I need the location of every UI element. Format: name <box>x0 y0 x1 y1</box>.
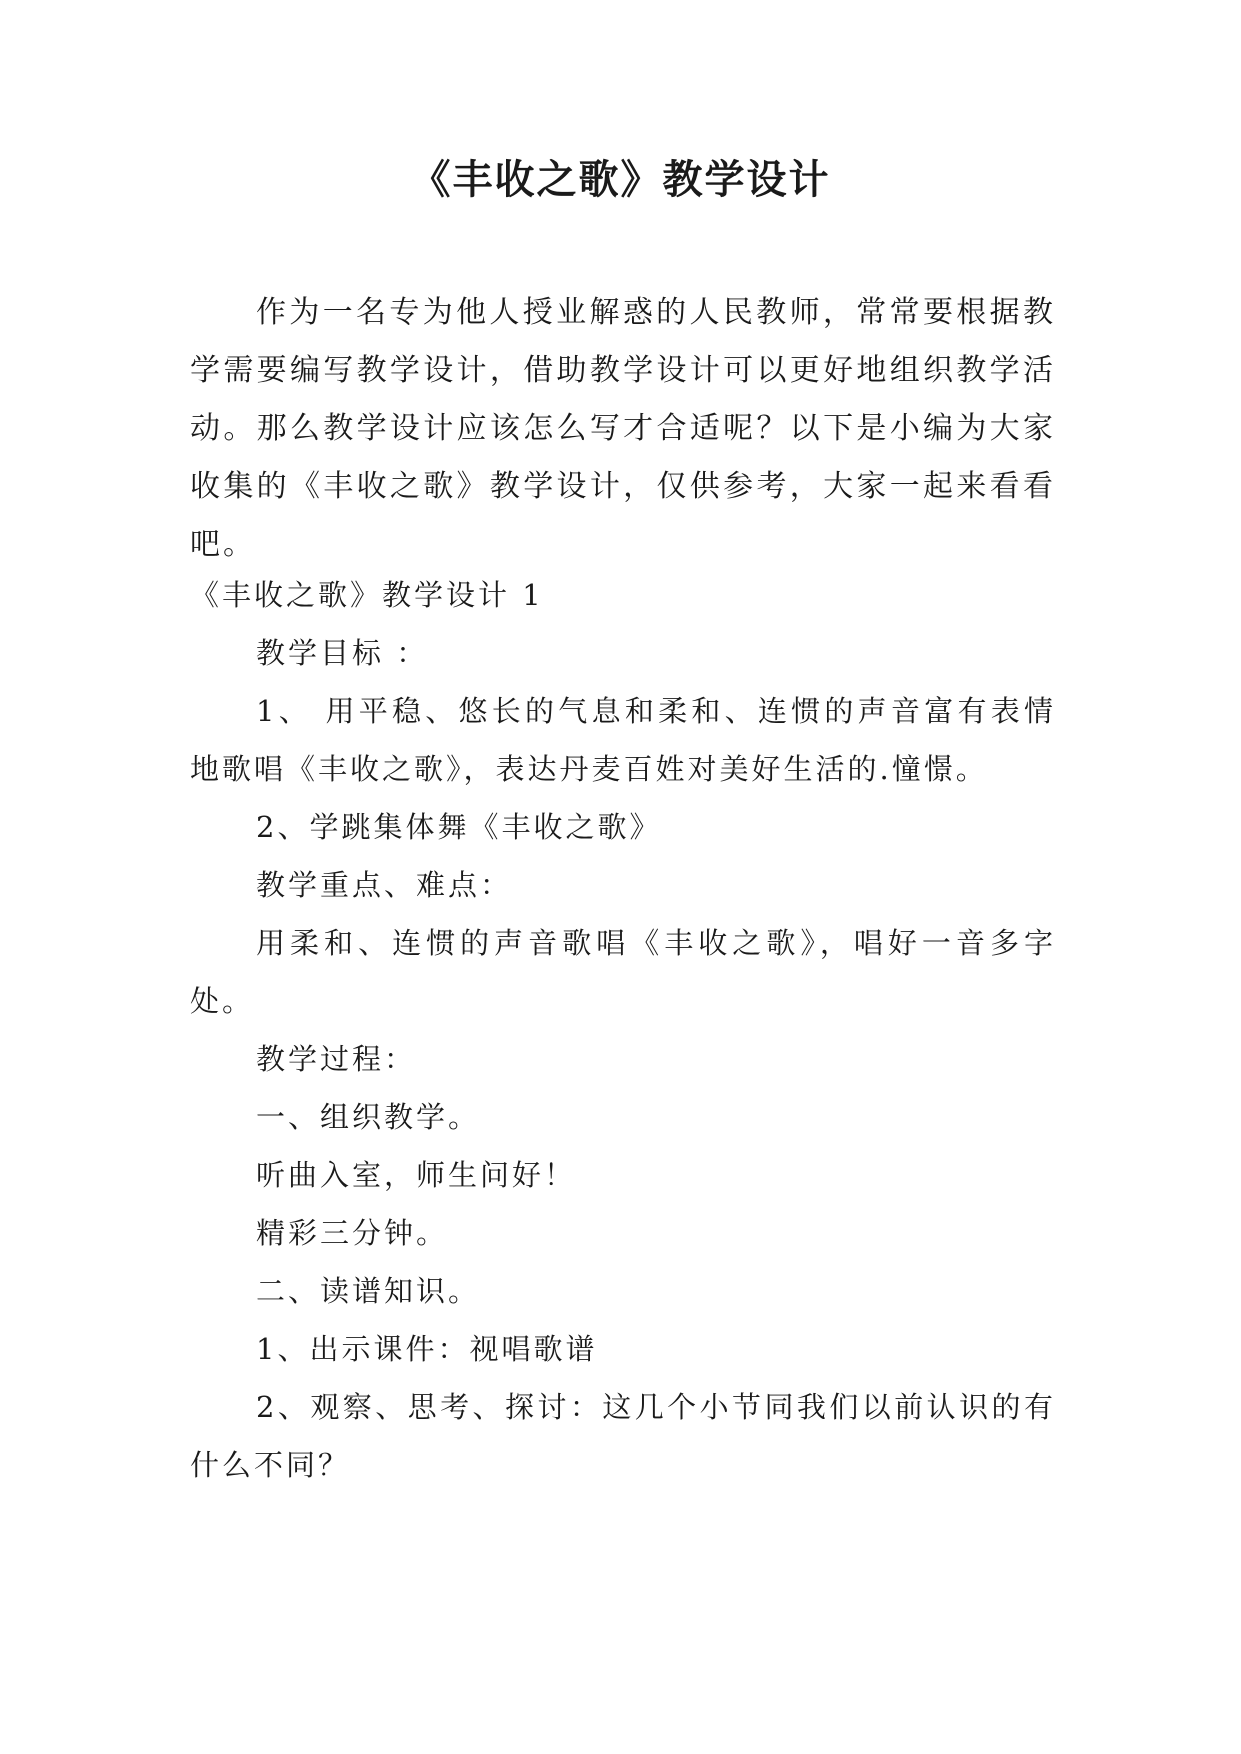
process-step-1-b: 精彩三分钟。 <box>256 1216 449 1250</box>
section-heading: 《丰收之歌》教学设计 1 <box>190 578 544 612</box>
process-step-2: 二、读谱知识。 <box>256 1274 481 1308</box>
goals-label: 教学目标 ： <box>256 636 429 670</box>
key-points-label: 教学重点、难点： <box>256 868 513 902</box>
process-step-2-b: 2、观察、思考、探讨：这几个小节同我们以前认识的有什么不同？ <box>190 1390 1056 1482</box>
document-title: 《丰收之歌》教学设计 <box>410 157 831 203</box>
process-label: 教学过程： <box>256 1042 417 1076</box>
process-step-1-a: 听曲入室，师生问好！ <box>256 1158 577 1192</box>
process-step-1: 一、组织教学。 <box>256 1100 481 1134</box>
key-points-text: 用柔和、连惯的声音歌唱《丰收之歌》，唱好一音多字处。 <box>190 926 1056 1018</box>
goal-item-1: 1、 用平稳、悠长的气息和柔和、连惯的声音富有表情地歌唱《丰收之歌》，表达丹麦百姓对美好生活的.憧憬。 <box>190 694 1056 786</box>
process-step-2-a: 1、出示课件：视唱歌谱 <box>256 1332 598 1366</box>
intro-paragraph: 作为一名专为他人授业解惑的人民教师，常常要根据教学需要编写教学设计，借助教学设计可以更好地组织教学活动。那么教学设计应该怎么写才合适呢？以下是小编为大家收集的《丰收之歌》教学设计，仅供参考，大家一起来看看吧。 <box>190 295 1056 562</box>
goal-item-2: 2、学跳集体舞《丰收之歌》 <box>256 810 662 844</box>
